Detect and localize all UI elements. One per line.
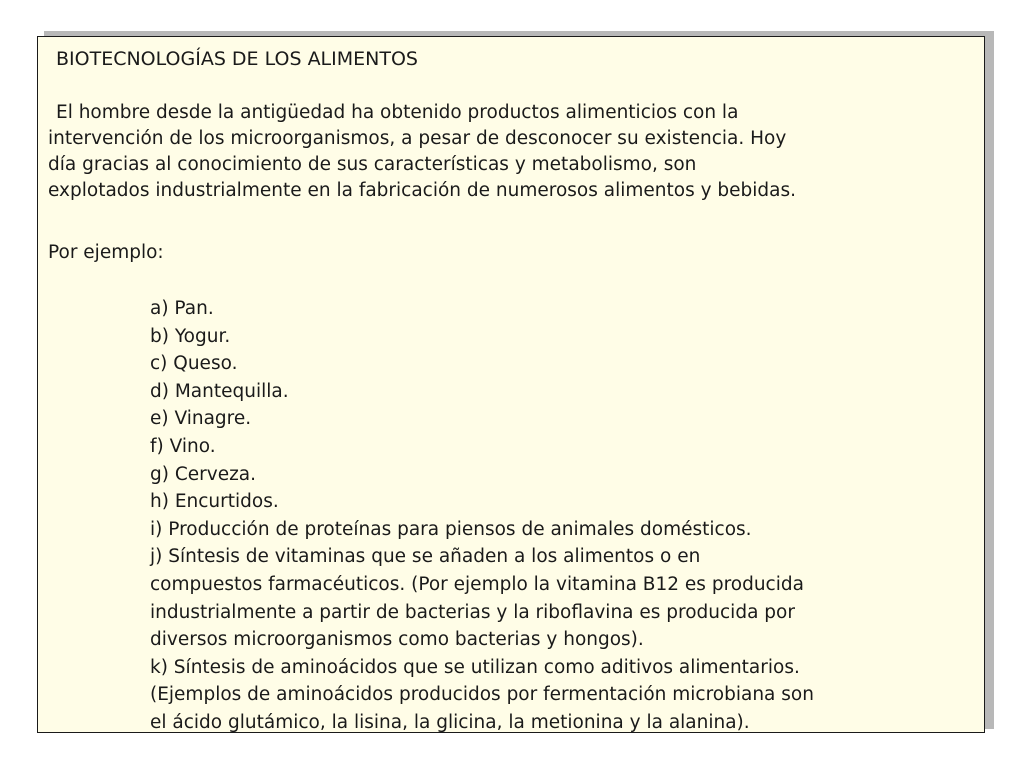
text-panel [37,36,985,733]
list-item-line: k) Síntesis de aminoácidos que se utilizan como aditivos alimentarios. [150,656,800,678]
examples-list [150,295,980,737]
intro-paragraph [48,100,978,204]
list-item: e) Vinagre. [150,408,252,430]
list-item: b) Yogur. [150,325,231,347]
list-item: d) Mantequilla. [150,380,289,402]
intro-line: El hombre desde la antigüedad ha obtenido productos alimenticios con la [56,102,739,123]
list-item: g) Cerveza. [150,463,257,485]
list-item-line: industrialmente a partir de bacterias y la riboflavina es producida por [150,601,795,623]
list-item: h) Encurtidos. [150,491,279,513]
list-item-line: compuestos farmacéuticos. (Por ejemplo la vitamina B12 es producida [150,573,804,595]
list-item: i) Producción de proteínas para piensos de animales domésticos. [150,518,752,540]
page-title: BIOTECNOLOGÍAS DE LOS ALIMENTOS [56,48,418,70]
list-item-line: el ácido glutámico, la lisina, la glicina, la metionina y la alanina). [150,711,750,733]
list-item: c) Queso. [150,353,238,375]
examples-lead: Por ejemplo: [48,242,164,263]
list-item-line: diversos microorganismos como bacterias y hongos). [150,629,644,651]
intro-line: intervención de los microorganismos, a pesar de desconocer su existencia. Hoy [48,128,787,149]
list-item: f) Vino. [150,435,216,457]
list-item-line: (Ejemplos de aminoácidos producidos por fermentación microbiana son [150,684,814,706]
list-item: a) Pan. [150,298,214,319]
list-item-line: j) Síntesis de vitaminas que se añaden a los alimentos o en [150,546,701,568]
list-item-vitamins [150,543,980,653]
list-item-amino-acids [150,654,980,737]
intro-line: explotados industrialmente en la fabricación de numerosos alimentos y bebidas. [48,180,797,201]
intro-line: día gracias al conocimiento de sus características y metabolismo, son [48,154,697,175]
